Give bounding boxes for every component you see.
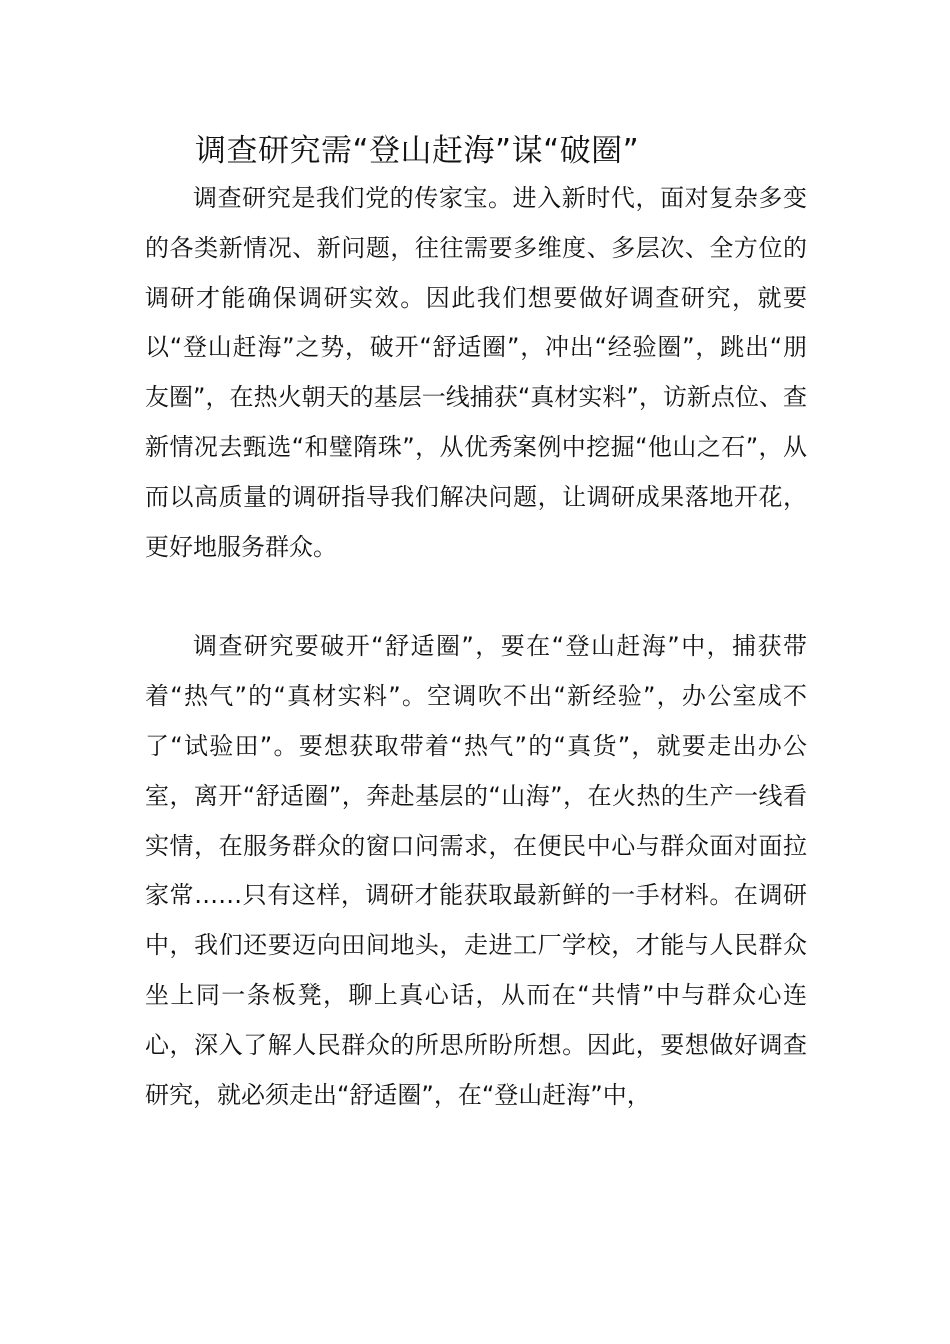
document-page [145, 128, 807, 1120]
paragraph-2: 调查研究要破开“舒适圈”，要在“登山赶海”中，捕获带着“热气”的“真材实料”。空调吹不出“新经验”，办公室成不了“试验田”。要想获取带着“热气”的“真货”，就要走出办公室，离开“舒适圈”，奔赴基层的“山海”，在火热的生产一线看实情，在服务群众的窗口问需求，在便民中心与群众面对面拉家常……只有这样，调研才能获取最新鲜的一手材料。在调研中，我们还要迈向田间地头，走进工厂学校，才能与人民群众坐上同一条板凳，聊上真心话，从而在“共情”中与群众心连心，深入了解人民群众的所思所盼所想。因此，要想做好调查研究，就必须走出“舒适圈”，在“登山赶海”中， [145, 632, 807, 1109]
paragraph-spacer [145, 572, 807, 622]
paragraph-1: 调查研究是我们党的传家宝。进入新时代，面对复杂多变的各类新情况、新问题，往往需要多维度、多层次、全方位的调研才能确保调研实效。因此我们想要做好调查研究，就要以“登山赶海”之势，破开“舒适圈”，冲出“经验圈”，跳出“朋友圈”，在热火朝天的基层一线捕获“真材实料”，访新点位、查新情况去甄选“和璧隋珠”，从优秀案例中挖掘“他山之石”，从而以高质量的调研指导我们解决问题，让调研成果落地开花，更好地服务群众。 [145, 184, 807, 561]
document-title: 调查研究需“登山赶海”谋“破圈” [195, 133, 640, 169]
